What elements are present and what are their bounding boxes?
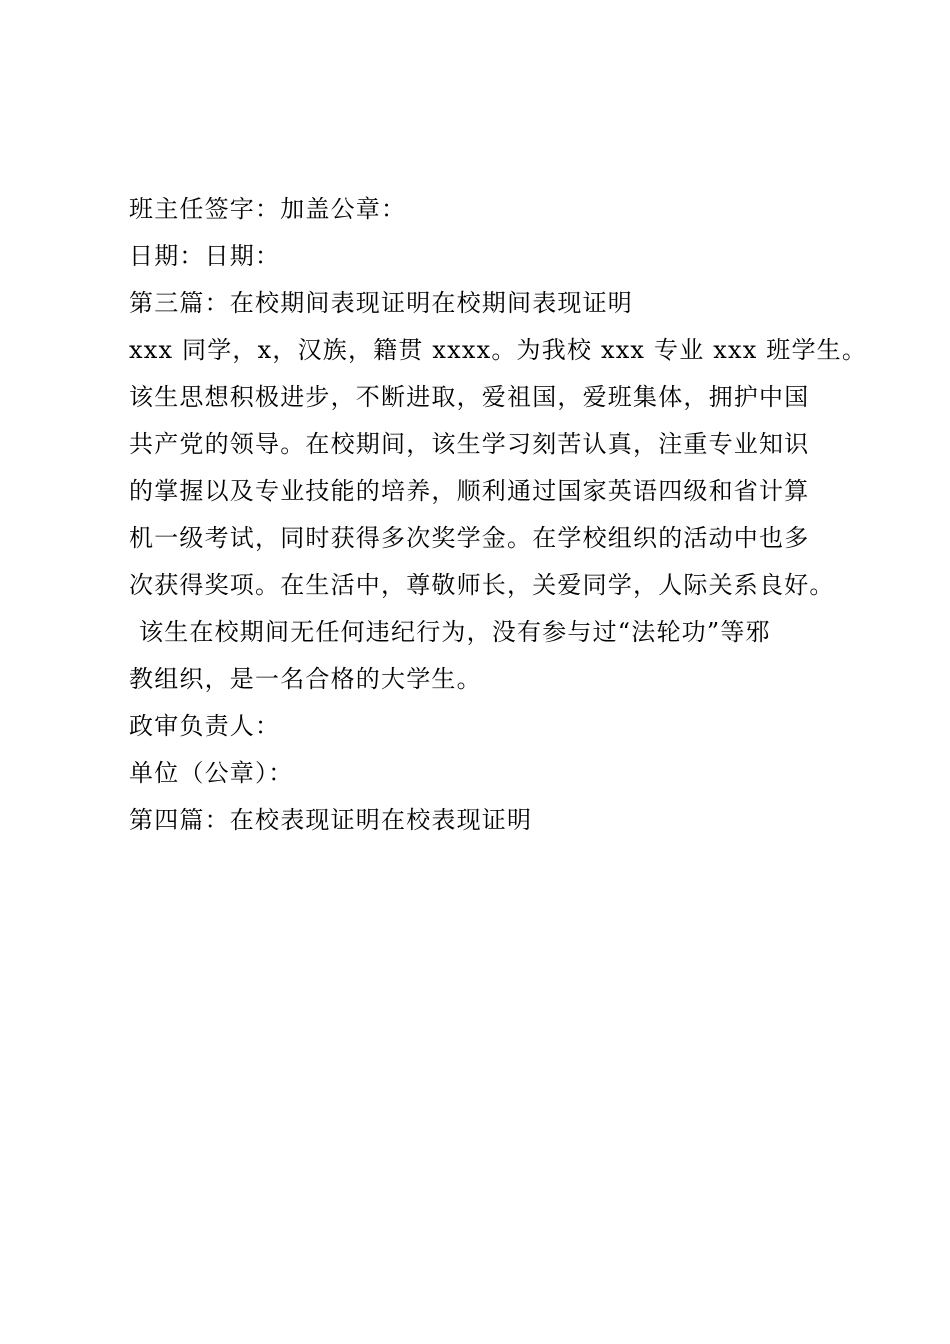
unit-seal-line: 单位（公章）：	[129, 759, 294, 787]
paragraph-line: 该生思想积极进步，不断进取，爱祖国，爱班集体，拥护中国	[129, 383, 810, 411]
paragraph-line: 次获得奖项。在生活中，尊敬师长，关爱同学，人际关系良好。	[129, 571, 835, 599]
paragraph-line: 机一级考试，同时获得多次奖学金。在学校组织的活动中也多	[129, 524, 810, 552]
date-line: 日期：日期：	[129, 242, 281, 270]
reviewer-line: 政审负责人：	[129, 712, 281, 740]
section-heading-4: 第四篇：在校表现证明在校表现证明	[129, 806, 533, 834]
signature-line: 班主任签字：加盖公章：	[129, 195, 407, 223]
paragraph-line: 该生在校期间无任何违纪行为，没有参与过“法轮功”等邪	[139, 618, 771, 646]
paragraph-line: 共产党的领导。在校期间，该生学习刻苦认真，注重专业知识	[129, 430, 810, 458]
document-body	[129, 186, 868, 844]
paragraph-line: 的掌握以及专业技能的培养，顺利通过国家英语四级和省计算	[129, 477, 810, 505]
paragraph-line: 教组织，是一名合格的大学生。	[129, 665, 482, 693]
paragraph-line: xxx 同学，x，汉族，籍贯 xxxx。为我校 xxx 专业 xxx 班学生。	[129, 336, 868, 364]
section-heading-3: 第三篇：在校期间表现证明在校期间表现证明	[129, 289, 633, 317]
